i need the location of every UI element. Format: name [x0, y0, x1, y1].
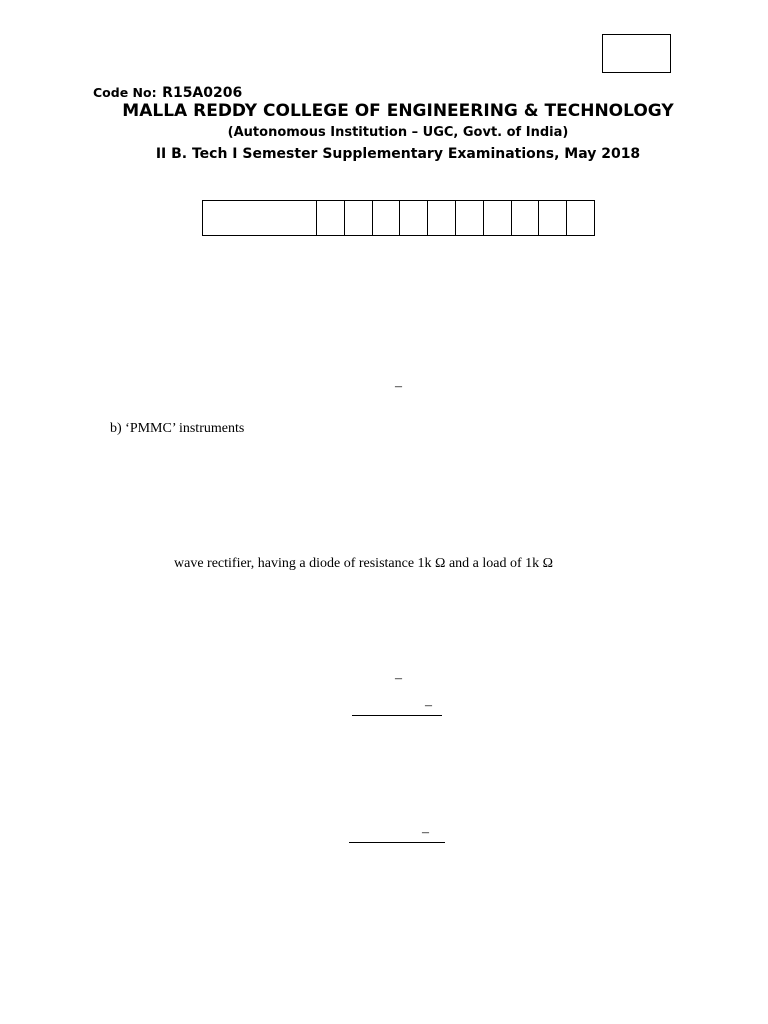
- roll-digit-cell[interactable]: [344, 201, 372, 235]
- rectifier-question-line: wave rectifier, having a diode of resistance 1k Ω and a load of 1k Ω: [174, 556, 554, 571]
- roll-digit-cell[interactable]: [399, 201, 427, 235]
- roll-number-grid[interactable]: [202, 200, 595, 236]
- roll-digit-cell[interactable]: [427, 201, 455, 235]
- college-title: MALLA REDDY COLLEGE OF ENGINEERING & TECHNOLOGY: [122, 101, 674, 121]
- dash-separator: –: [395, 671, 402, 686]
- underline-rule: [352, 715, 442, 716]
- exam-title: II B. Tech I Semester Supplementary Examinations, May 2018: [155, 146, 641, 162]
- roll-digit-cell[interactable]: [511, 201, 539, 235]
- dash-separator: –: [422, 825, 429, 840]
- affiliation-line: (Autonomous Institution – UGC, Govt. of India): [227, 125, 569, 140]
- roll-digit-cell[interactable]: [372, 201, 400, 235]
- code-value: R15A0206: [162, 85, 243, 101]
- roll-digit-cell[interactable]: [483, 201, 511, 235]
- roll-digit-cell[interactable]: [566, 201, 594, 235]
- roll-digit-cell[interactable]: [455, 201, 483, 235]
- question-item-b: b) ‘PMMC’ instruments: [110, 421, 245, 436]
- underline-rule: [349, 842, 445, 843]
- roll-digit-cell[interactable]: [538, 201, 566, 235]
- roll-digit-cell[interactable]: [316, 201, 344, 235]
- roll-label-cell: [203, 201, 316, 235]
- dash-separator: –: [425, 698, 432, 713]
- page-number-box: [602, 34, 671, 73]
- dash-separator: –: [395, 379, 402, 394]
- code-label: Code No:: [93, 85, 157, 100]
- subject-code: [93, 82, 242, 101]
